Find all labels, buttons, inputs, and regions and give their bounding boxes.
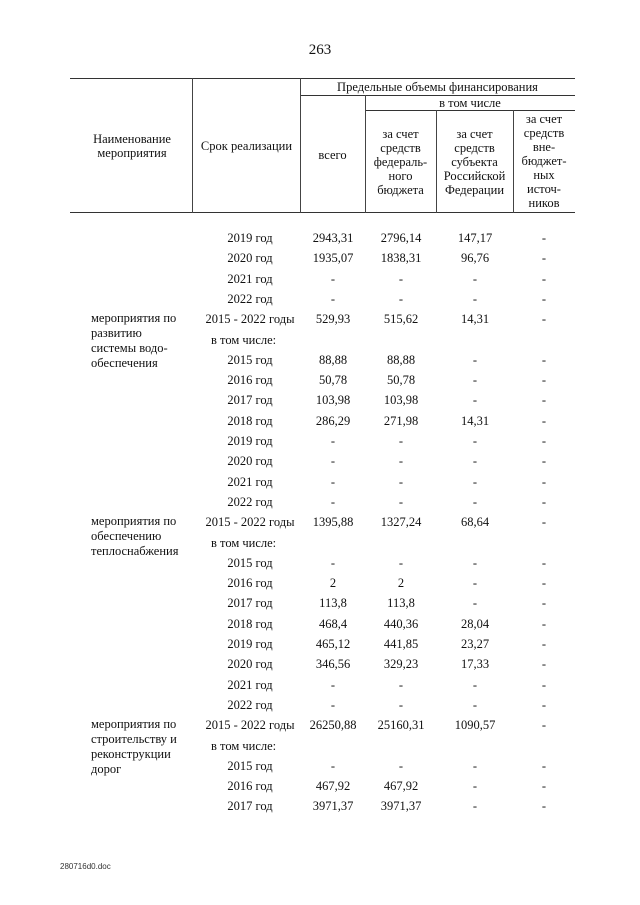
period-cell: 2020 год bbox=[227, 454, 273, 468]
federal-cell: 441,85 bbox=[383, 637, 419, 651]
federal-cell: 1838,31 bbox=[380, 251, 422, 265]
header-top-rule bbox=[70, 78, 575, 79]
total-cell: - bbox=[330, 698, 336, 712]
federal-cell: 88,88 bbox=[386, 353, 416, 367]
regional-cell: - bbox=[472, 373, 478, 387]
total-cell: 3971,37 bbox=[312, 799, 354, 813]
regional-cell: - bbox=[472, 779, 478, 793]
period-cell: 2019 год bbox=[227, 434, 273, 448]
extrabudget-cell: - bbox=[541, 637, 547, 651]
period-cell: 2019 год bbox=[227, 231, 273, 245]
regional-cell: - bbox=[472, 272, 478, 286]
regional-cell: - bbox=[472, 475, 478, 489]
period-cell: 2022 год bbox=[227, 495, 273, 509]
regional-cell: 28,04 bbox=[460, 617, 490, 631]
period-cell: 2015 - 2022 годы bbox=[205, 312, 295, 326]
header-including: в том числе bbox=[439, 96, 501, 110]
regional-cell: - bbox=[472, 353, 478, 367]
extrabudget-cell: - bbox=[541, 799, 547, 813]
regional-cell: - bbox=[472, 454, 478, 468]
regional-cell: - bbox=[472, 698, 478, 712]
total-cell: 529,93 bbox=[315, 312, 351, 326]
extrabudget-cell: - bbox=[541, 292, 547, 306]
regional-cell: - bbox=[472, 556, 478, 570]
federal-cell: 103,98 bbox=[383, 393, 419, 407]
period-cell: 2015 - 2022 годы bbox=[205, 718, 295, 732]
extrabudget-cell: - bbox=[541, 698, 547, 712]
federal-cell: - bbox=[398, 759, 404, 773]
period-cell: 2017 год bbox=[227, 596, 273, 610]
regional-cell: - bbox=[472, 759, 478, 773]
federal-cell: - bbox=[398, 475, 404, 489]
federal-cell: - bbox=[398, 698, 404, 712]
regional-cell: - bbox=[472, 799, 478, 813]
extrabudget-cell: - bbox=[541, 596, 547, 610]
header-regional: за счет средств субъекта Российской Федерации bbox=[443, 127, 506, 197]
regional-cell: 147,17 bbox=[457, 231, 493, 245]
federal-cell: 2 bbox=[397, 576, 405, 590]
total-cell: 1935,07 bbox=[312, 251, 354, 265]
extrabudget-cell: - bbox=[541, 515, 547, 529]
extrabudget-cell: - bbox=[541, 556, 547, 570]
extrabudget-cell: - bbox=[541, 495, 547, 509]
footer-filename: 280716d0.doc bbox=[60, 862, 111, 871]
total-cell: - bbox=[330, 495, 336, 509]
federal-cell: - bbox=[398, 556, 404, 570]
including-label: в том числе: bbox=[211, 739, 277, 753]
header-federal: за счет средств федераль- ного бюджета bbox=[373, 127, 428, 197]
extrabudget-cell: - bbox=[541, 393, 547, 407]
total-cell: 113,8 bbox=[319, 596, 347, 610]
federal-cell: - bbox=[398, 678, 404, 692]
page-number: 263 bbox=[308, 42, 332, 58]
period-cell: 2022 год bbox=[227, 292, 273, 306]
total-cell: 103,98 bbox=[315, 393, 351, 407]
period-cell: 2021 год bbox=[227, 678, 273, 692]
regional-cell: 17,33 bbox=[460, 657, 490, 671]
period-cell: 2020 год bbox=[227, 251, 273, 265]
period-cell: 2015 - 2022 годы bbox=[205, 515, 295, 529]
total-cell: 468,4 bbox=[318, 617, 348, 631]
period-cell: 2018 год bbox=[227, 414, 273, 428]
activity-name: мероприятия по строительству и реконструкции дорог bbox=[91, 717, 177, 776]
extrabudget-cell: - bbox=[541, 454, 547, 468]
total-cell: - bbox=[330, 475, 336, 489]
period-cell: 2022 год bbox=[227, 698, 273, 712]
header-period: Срок реализации bbox=[200, 139, 293, 153]
total-cell: - bbox=[330, 272, 336, 286]
regional-cell: - bbox=[472, 576, 478, 590]
regional-cell: 1090,57 bbox=[454, 718, 496, 732]
federal-cell: 113,8 bbox=[387, 596, 415, 610]
total-cell: - bbox=[330, 292, 336, 306]
total-cell: - bbox=[330, 678, 336, 692]
period-cell: 2015 год bbox=[227, 556, 273, 570]
period-cell: 2015 год bbox=[227, 353, 273, 367]
federal-cell: 271,98 bbox=[383, 414, 419, 428]
total-cell: - bbox=[330, 454, 336, 468]
federal-cell: 467,92 bbox=[383, 779, 419, 793]
extrabudget-cell: - bbox=[541, 251, 547, 265]
extrabudget-cell: - bbox=[541, 475, 547, 489]
regional-cell: - bbox=[472, 678, 478, 692]
activity-name: мероприятия по развитию системы водо- обеспечения bbox=[91, 311, 177, 370]
period-cell: 2017 год bbox=[227, 393, 273, 407]
federal-cell: 25160,31 bbox=[377, 718, 425, 732]
federal-cell: 50,78 bbox=[386, 373, 416, 387]
regional-cell: 14,31 bbox=[460, 414, 490, 428]
header-bottom-rule bbox=[70, 212, 575, 213]
regional-cell: - bbox=[472, 393, 478, 407]
period-cell: 2021 год bbox=[227, 475, 273, 489]
extrabudget-cell: - bbox=[541, 312, 547, 326]
including-label: в том числе: bbox=[211, 536, 277, 550]
extrabudget-cell: - bbox=[541, 759, 547, 773]
extrabudget-cell: - bbox=[541, 414, 547, 428]
regional-cell: - bbox=[472, 596, 478, 610]
period-cell: 2016 год bbox=[227, 373, 273, 387]
total-cell: 286,29 bbox=[315, 414, 351, 428]
federal-cell: 1327,24 bbox=[380, 515, 422, 529]
col-divider-2 bbox=[300, 78, 301, 213]
total-cell: 346,56 bbox=[315, 657, 351, 671]
federal-cell: - bbox=[398, 495, 404, 509]
extrabudget-cell: - bbox=[541, 373, 547, 387]
total-cell: 2 bbox=[329, 576, 337, 590]
period-cell: 2018 год bbox=[227, 617, 273, 631]
extrabudget-cell: - bbox=[541, 231, 547, 245]
header-total: всего bbox=[318, 148, 347, 162]
total-cell: 465,12 bbox=[315, 637, 351, 651]
activity-name: мероприятия по обеспечению теплоснабжения bbox=[91, 514, 179, 558]
extrabudget-cell: - bbox=[541, 353, 547, 367]
total-cell: 50,78 bbox=[318, 373, 348, 387]
total-cell: 1395,88 bbox=[312, 515, 354, 529]
federal-cell: 440,36 bbox=[383, 617, 419, 631]
extrabudget-cell: - bbox=[541, 718, 547, 732]
regional-cell: 68,64 bbox=[460, 515, 490, 529]
including-rule bbox=[365, 110, 575, 111]
federal-cell: - bbox=[398, 292, 404, 306]
extrabudget-cell: - bbox=[541, 678, 547, 692]
extrabudget-cell: - bbox=[541, 657, 547, 671]
total-cell: 467,92 bbox=[315, 779, 351, 793]
regional-cell: 14,31 bbox=[460, 312, 490, 326]
total-cell: - bbox=[330, 759, 336, 773]
federal-cell: - bbox=[398, 454, 404, 468]
total-cell: 26250,88 bbox=[309, 718, 357, 732]
total-cell: 2943,31 bbox=[312, 231, 354, 245]
period-cell: 2017 год bbox=[227, 799, 273, 813]
regional-cell: 23,27 bbox=[460, 637, 490, 651]
period-cell: 2015 год bbox=[227, 759, 273, 773]
total-cell: - bbox=[330, 434, 336, 448]
regional-cell: - bbox=[472, 434, 478, 448]
federal-cell: - bbox=[398, 434, 404, 448]
extrabudget-cell: - bbox=[541, 272, 547, 286]
period-cell: 2016 год bbox=[227, 576, 273, 590]
period-cell: 2016 год bbox=[227, 779, 273, 793]
extrabudget-cell: - bbox=[541, 576, 547, 590]
extrabudget-cell: - bbox=[541, 434, 547, 448]
regional-cell: 96,76 bbox=[460, 251, 490, 265]
period-cell: 2020 год bbox=[227, 657, 273, 671]
federal-cell: 515,62 bbox=[383, 312, 419, 326]
federal-cell: 3971,37 bbox=[380, 799, 422, 813]
federal-cell: 329,23 bbox=[383, 657, 419, 671]
extrabudget-cell: - bbox=[541, 617, 547, 631]
federal-cell: - bbox=[398, 272, 404, 286]
period-cell: 2019 год bbox=[227, 637, 273, 651]
header-extrabudget: за счет средств вне- бюджет- ных источ- ников bbox=[521, 112, 567, 210]
total-cell: 88,88 bbox=[318, 353, 348, 367]
including-label: в том числе: bbox=[211, 333, 277, 347]
federal-cell: 2796,14 bbox=[380, 231, 422, 245]
header-funding-group: Предельные объемы финансирования bbox=[337, 80, 538, 94]
regional-cell: - bbox=[472, 292, 478, 306]
regional-cell: - bbox=[472, 495, 478, 509]
total-cell: - bbox=[330, 556, 336, 570]
extrabudget-cell: - bbox=[541, 779, 547, 793]
header-name: Наименование мероприятия bbox=[93, 132, 171, 160]
period-cell: 2021 год bbox=[227, 272, 273, 286]
